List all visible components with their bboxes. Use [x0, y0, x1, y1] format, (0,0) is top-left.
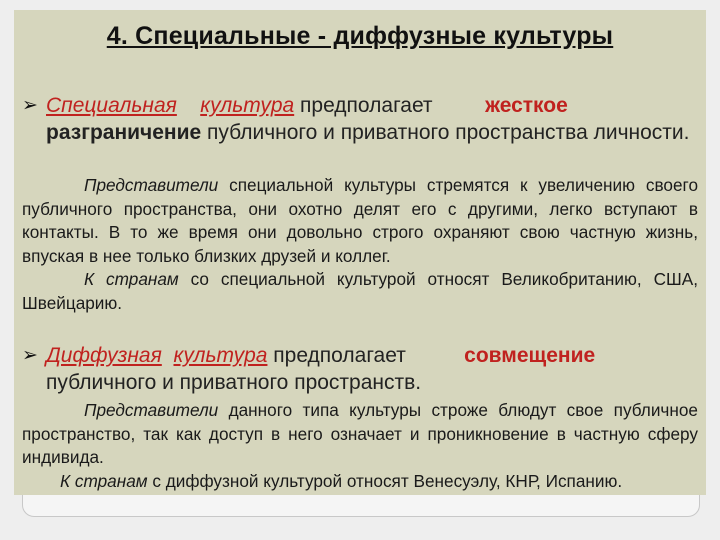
term-culture-2: культура [173, 344, 268, 367]
para-diffuse-lead: Представители [84, 400, 219, 420]
bullet-diffuse-rest: публичного и приватного пространств. [46, 371, 422, 394]
bullet-diffuse [22, 342, 698, 396]
slide-content [14, 10, 706, 495]
term-special: Специальная [46, 94, 177, 117]
para-special-lead: Представители [84, 175, 219, 195]
para-special-body2: со специальной культурой относят Великобританию, США, Швейцарию. [22, 269, 698, 313]
bullet-diffuse-mid: предполагает [267, 344, 412, 367]
bullet-diffuse-keyword: совмещение [464, 344, 596, 367]
title-text: 4. Специальные - диффузные культуры [106, 22, 614, 50]
bullet-special-text [46, 92, 698, 146]
bullet-special-mid: предполагает [294, 94, 439, 117]
bullet-special-rest: публичного и приватного пространства личности. [201, 121, 690, 144]
bullet-diffuse-text [46, 342, 698, 396]
bullet-special-keyword: жесткое [485, 94, 568, 117]
para-diffuse-body: данного типа культуры строже блюдут свое публичное пространство, так как доступ в него означает и проникновение в частную сферу индивида. [22, 400, 698, 467]
para-diffuse-lead2: К странам [60, 470, 148, 491]
paragraph-diffuse [22, 399, 698, 493]
para-special-body: специальной культуры стремятся к увеличению своего публичного пространства, они охотно делят его с другими, легко вступают в контакты. В то же время они довольно строго охраняют свою частную жизнь, впуская в нее только близких друзей и коллег. [22, 175, 698, 266]
page-title [14, 22, 706, 51]
term-culture: культура [200, 94, 295, 117]
para-diffuse-body2: с диффузной культурой относят Венесуэлу, КНР, Испанию. [147, 470, 623, 491]
arrow-bullet-icon: ➢ [22, 345, 38, 366]
bullet-special [22, 92, 698, 146]
arrow-bullet-icon: ➢ [22, 95, 38, 116]
para-special-lead2: К странам [84, 269, 179, 289]
bullet-special-bold: разграничение [46, 121, 202, 144]
paragraph-special [22, 174, 698, 315]
term-diffuse: Диффузная [46, 344, 162, 367]
